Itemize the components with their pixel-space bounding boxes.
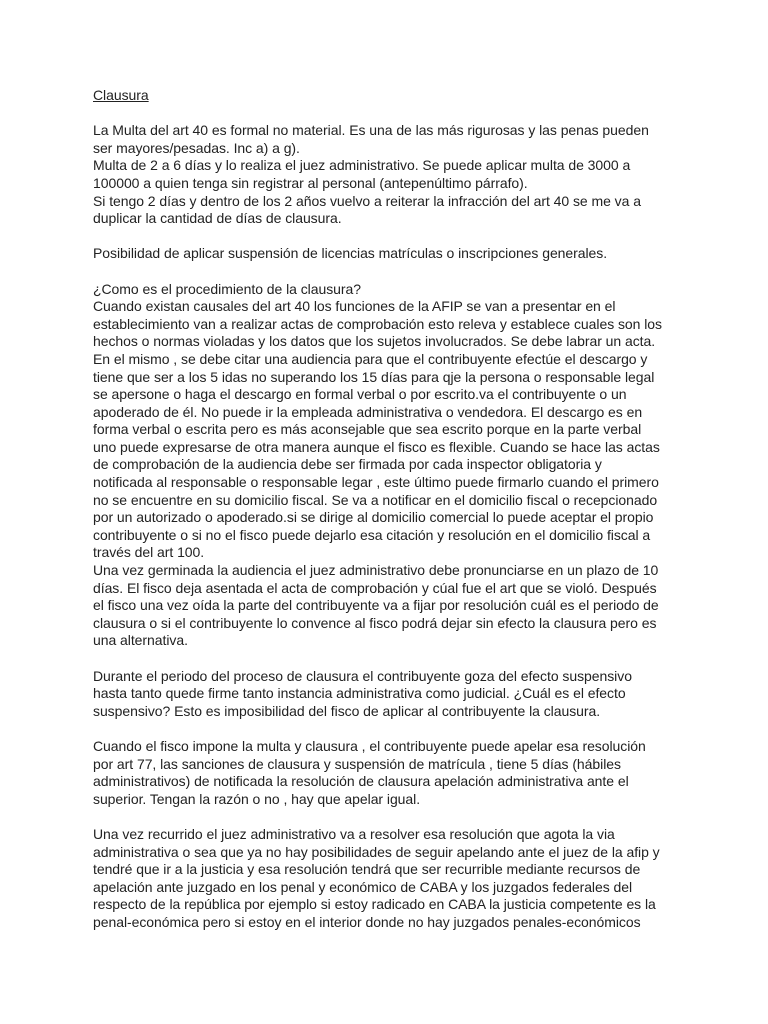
text-line: establecimiento van a realizar actas de comprobación esto releva y establece cuales son los bbox=[93, 315, 662, 332]
text-line: duplicar la cantidad de días de clausura. bbox=[93, 210, 342, 227]
text-line: superior. Tengan la razón o no , hay que apelar igual. bbox=[93, 790, 421, 807]
paragraph bbox=[93, 193, 683, 228]
text-line: forma verbal o escrita pero es más aconsejable que sea escrito porque en la parte verbal bbox=[93, 421, 642, 438]
paragraph bbox=[93, 826, 683, 932]
paragraph bbox=[93, 245, 683, 263]
text-line: ¿Como es el procedimiento de la clausura? bbox=[93, 280, 361, 297]
text-line: hasta tanto quede firme tanto instancia administrativa como judicial. ¿Cuál es el efecto bbox=[93, 685, 626, 702]
text-line: través del art 100. bbox=[93, 544, 205, 561]
text-line: penal-económica pero si estoy en el interior donde no hay juzgados penales-económicos bbox=[93, 913, 641, 930]
document-title: Clausura bbox=[93, 87, 149, 103]
paragraph bbox=[93, 157, 683, 192]
text-line: Una vez germinada la audiencia el juez administrativo debe pronunciarse en un plazo de 10 bbox=[93, 562, 659, 579]
text-line: Una vez recurrido el juez administrativo va a resolver esa resolución que agota la via bbox=[93, 825, 615, 842]
text-line: Si tengo 2 días y dentro de los 2 años vuelvo a reiterar la infracción del art 40 se me va a bbox=[93, 192, 641, 209]
text-line: contribuyente o si no el fisco puede dejarlo esa citación y resolución en el domicilio fiscal a bbox=[93, 526, 651, 543]
text-line: ser mayores/pesadas. Inc a) a g). bbox=[93, 139, 300, 156]
text-line: por art 77, las sanciones de clausura y suspensión de matrícula , tiene 5 días (hábiles bbox=[93, 755, 621, 772]
text-line: días. El fisco deja asentada el acta de comprobación y cúal fue el art que se violó. Después bbox=[93, 579, 657, 596]
paragraph bbox=[93, 298, 683, 562]
text-line: Durante el periodo del proceso de clausura el contribuyente goza del efecto suspensivo bbox=[93, 667, 632, 684]
text-line: notificada al responsable o responsable legar , este último puede firmarlo cuando el primero bbox=[93, 474, 659, 491]
text-block bbox=[93, 122, 683, 228]
paragraph bbox=[93, 738, 683, 808]
text-line: hechos o normas violadas y los datos que los sujetos involucrados. Se debe labrar un acta. bbox=[93, 333, 656, 350]
document-body bbox=[93, 87, 683, 949]
text-line: el fisco una vez oída la parte del contribuyente va a fijar por resolución cuál es el periodo de bbox=[93, 597, 659, 614]
text-line: respecto de la república por ejemplo si estoy radicado en CABA la justicia competente es la bbox=[93, 896, 656, 913]
text-line: suspensivo? Esto es imposibilidad del fisco de aplicar al contribuyente la clausura. bbox=[93, 702, 601, 719]
text-block bbox=[93, 668, 683, 721]
text-line: administrativos) de notificada la resolución de clausura apelación administrativa ante el bbox=[93, 773, 629, 790]
text-line: Posibilidad de aplicar suspensión de licencias matrículas o inscripciones generales. bbox=[93, 245, 608, 262]
text-line: tendré que ir a la justicia y esa resolución tendrá que ser recurrible mediante recursos de bbox=[93, 861, 641, 878]
text-line: apelación ante juzgado en los penal y económico de CABA y los juzgados federales del bbox=[93, 878, 633, 895]
text-line: apoderado de él. No puede ir la empleada administrativa o vendedora. El descargo es en bbox=[93, 403, 643, 420]
text-block bbox=[93, 245, 683, 263]
paragraph bbox=[93, 668, 683, 721]
text-line: administrativa o sea que ya no hay posibilidades de seguir apelando ante el juez de la afip y bbox=[93, 843, 660, 860]
text-block bbox=[93, 738, 683, 808]
text-line: Cuando existan causales del art 40 los funciones de la AFIP se van a presentar en el bbox=[93, 298, 616, 315]
text-line: 100000 a quien tenga sin registrar al personal (antepenúltimo párrafo). bbox=[93, 174, 528, 191]
text-line: por un autorizado o apoderado.si se dirige al domicilio comercial lo puede aceptar el propio bbox=[93, 509, 654, 526]
text-line: de comprobación de la audiencia debe ser firmada por cada inspector obligatoria y bbox=[93, 456, 602, 473]
text-line: clausura o si el contribuyente lo convence al fisco podrá dejar sin efecto la clausura pero es bbox=[93, 614, 657, 631]
text-block bbox=[93, 826, 683, 932]
paragraph bbox=[93, 562, 683, 650]
paragraph bbox=[93, 281, 683, 299]
text-block bbox=[93, 281, 683, 650]
text-line: tiene que ser a los 5 idas no superando los 15 días para qje la persona o responsable legal bbox=[93, 368, 655, 385]
paragraph bbox=[93, 122, 683, 157]
text-line: Cuando el fisco impone la multa y clausura , el contribuyente puede apelar esa resolución bbox=[93, 737, 646, 754]
text-line: se apersone o haga el descargo en formal verbal o por escrito.va el contribuyente o un bbox=[93, 386, 627, 403]
text-line: no se encuentre en su domicilio fiscal. Se va a notificar en el domicilio fiscal o recepcionado bbox=[93, 491, 658, 508]
text-line: una alternativa. bbox=[93, 632, 188, 649]
document-blocks bbox=[93, 122, 683, 931]
text-line: Multa de 2 a 6 días y lo realiza el juez administrativo. Se puede aplicar multa de 3000 a bbox=[93, 157, 631, 174]
text-line: En el mismo , se debe citar una audiencia para que el contribuyente efectúe el descargo y bbox=[93, 350, 648, 367]
text-line: La Multa del art 40 es formal no material. Es una de las más rigurosas y las penas pueden bbox=[93, 122, 649, 139]
text-line: uno puede expresarse de otra manera aunque el fisco es flexible. Cuando se hace las actas bbox=[93, 438, 660, 455]
